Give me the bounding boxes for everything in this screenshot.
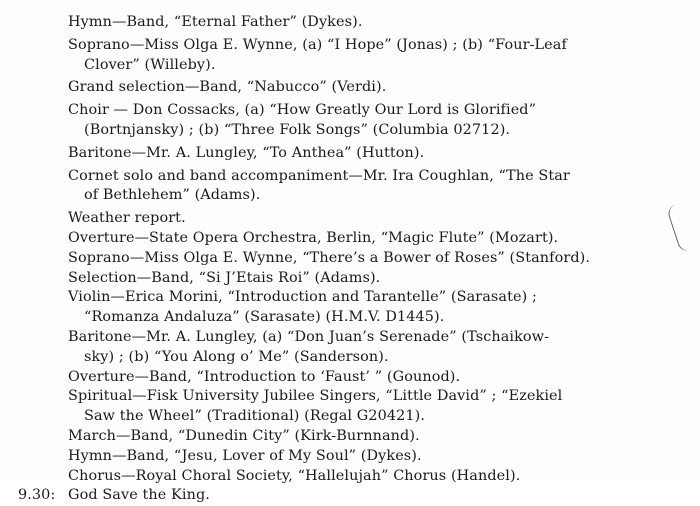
entry-line: Overture—Band, “Introduction to ‘Faust’ ” (Gounod).	[68, 368, 461, 385]
entry-line-continued: Clover” (Willeby).	[84, 56, 216, 73]
programme-entry	[0, 427, 700, 447]
entry-line: Baritone—Mr. A. Lungley, (a) “Don Juan’s Serenade” (Tschaikow-	[68, 328, 550, 345]
programme-entry	[0, 229, 700, 249]
entry-line: Selection—Band, “Si J’Etais Roi” (Adams).	[68, 269, 381, 286]
entry-line: Weather report.	[68, 210, 186, 227]
entry-line: Overture—State Opera Orchestra, Berlin, “Magic Flute” (Mozart).	[68, 229, 559, 246]
entry-line: Baritone—Mr. A. Lungley, “To Anthea” (Hutton).	[68, 144, 425, 161]
programme-entry	[0, 249, 700, 269]
entry-line: Spiritual—Fisk University Jubilee Singers, “Little David” ; “Ezekiel	[68, 388, 563, 405]
entry-line: Soprano—Miss Olga E. Wynne, “There’s a Bower of Roses” (Stanford).	[68, 249, 591, 266]
programme-entry	[0, 13, 700, 33]
programme-entry	[0, 78, 700, 98]
entry-line-continued: Saw the Wheel” (Traditional) (Regal G20421).	[84, 408, 426, 425]
programme-entry	[0, 269, 700, 289]
programme-entry	[0, 144, 700, 164]
entry-line-continued: (Bortnjansky) ; (b) “Three Folk Songs” (Columbia 02712).	[84, 121, 511, 138]
entry-line: God Save the King.	[68, 487, 210, 504]
entry-line-continued: sky) ; (b) “You Along o’ Me” (Sanderson).	[84, 348, 389, 365]
entry-line: Hymn—Band, “Eternal Father” (Dykes).	[68, 14, 363, 30]
programme-entry	[0, 467, 700, 487]
time-label: 9.30:	[18, 487, 56, 504]
entry-line: Soprano—Miss Olga E. Wynne, (a) “I Hope” (Jonas) ; (b) “Four-Leaf	[68, 36, 567, 53]
programme-entry	[0, 368, 700, 388]
programme-list	[0, 10, 700, 506]
entry-line: Chorus—Royal Choral Society, “Hallelujah” Chorus (Handel).	[68, 467, 521, 484]
programme-entry	[0, 328, 700, 368]
programme-entry	[0, 36, 700, 76]
entry-line: Choir — Don Cossacks, (a) “How Greatly Our Lord is Glorified”	[68, 102, 537, 119]
entry-line: March—Band, “Dunedin City” (Kirk-Burnnand).	[68, 427, 420, 444]
programme-entry	[0, 288, 700, 328]
programme-entry	[0, 387, 700, 427]
programme-entry	[0, 447, 700, 467]
entry-line-continued: “Romanza Andaluza” (Sarasate) (H.M.V. D1445).	[84, 309, 445, 326]
programme-entry	[0, 209, 700, 229]
programme-entry	[0, 167, 700, 207]
entry-line: Cornet solo and band accompaniment—Mr. Ira Coughlan, “The Star	[68, 167, 570, 184]
programme-entry-timed	[0, 486, 700, 506]
programme-entry	[0, 101, 700, 141]
entry-line: Hymn—Band, “Jesu, Lover of My Soul” (Dykes).	[68, 447, 422, 464]
entry-line: Violin—Erica Morini, “Introduction and Tarantelle” (Sarasate) ;	[68, 289, 537, 306]
entry-line-continued: of Bethlehem” (Adams).	[84, 187, 261, 204]
entry-line: Grand selection—Band, “Nabucco” (Verdi).	[68, 79, 387, 96]
